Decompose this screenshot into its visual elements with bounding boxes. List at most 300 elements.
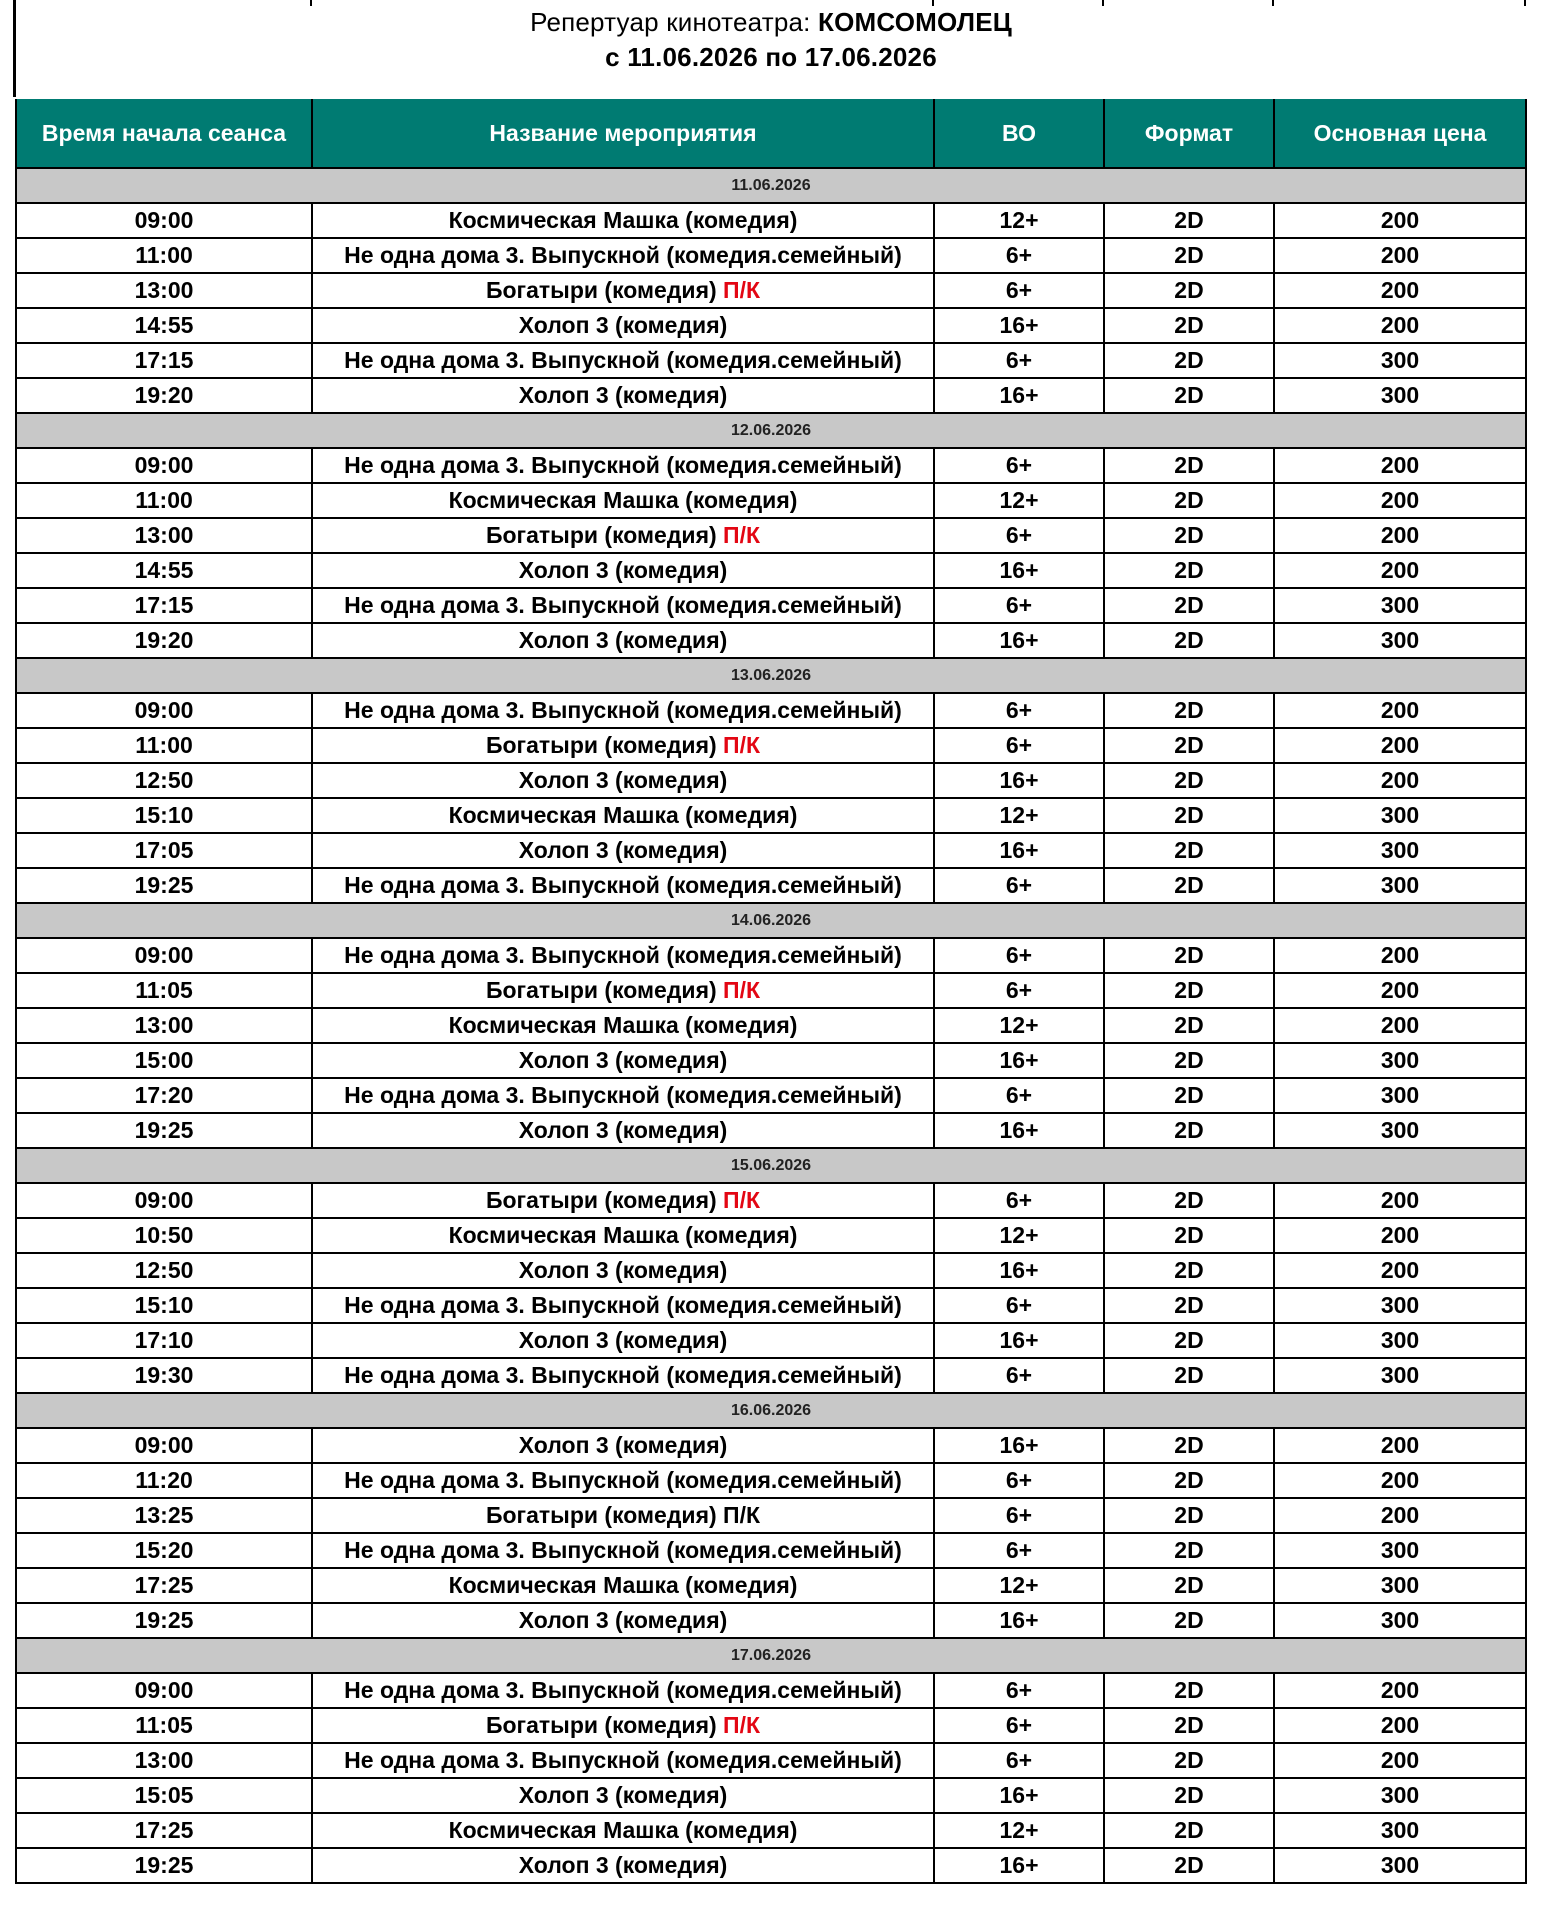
session-price: 200 xyxy=(1274,308,1526,343)
session-format: 2D xyxy=(1104,868,1274,903)
header-time: Время начала сеанса xyxy=(16,99,312,168)
session-title-cell xyxy=(312,1533,934,1568)
pushkin-card-marker: П/К xyxy=(723,522,761,548)
age-rating: 6+ xyxy=(934,1533,1104,1568)
header-row xyxy=(16,99,1526,168)
session-price: 200 xyxy=(1274,273,1526,308)
session-title-cell xyxy=(312,1008,934,1043)
session-format: 2D xyxy=(1104,553,1274,588)
session-title-cell xyxy=(312,518,934,553)
session-price: 200 xyxy=(1274,483,1526,518)
table-row xyxy=(16,1358,1526,1393)
session-format: 2D xyxy=(1104,1708,1274,1743)
session-price: 200 xyxy=(1274,763,1526,798)
session-format: 2D xyxy=(1104,448,1274,483)
session-title-cell xyxy=(312,1288,934,1323)
session-format: 2D xyxy=(1104,203,1274,238)
session-format: 2D xyxy=(1104,1253,1274,1288)
session-title-cell xyxy=(312,1043,934,1078)
header-format: Формат xyxy=(1104,99,1274,168)
session-title-cell xyxy=(312,238,934,273)
session-title-cell xyxy=(312,938,934,973)
session-format: 2D xyxy=(1104,1533,1274,1568)
session-format: 2D xyxy=(1104,973,1274,1008)
age-rating: 6+ xyxy=(934,1708,1104,1743)
age-rating: 12+ xyxy=(934,483,1104,518)
session-format: 2D xyxy=(1104,1358,1274,1393)
session-price: 300 xyxy=(1274,1568,1526,1603)
session-title-cell xyxy=(312,833,934,868)
session-title-cell xyxy=(312,1813,934,1848)
age-rating: 6+ xyxy=(934,448,1104,483)
session-title-cell xyxy=(312,1743,934,1778)
table-row xyxy=(16,1603,1526,1638)
session-title: Холоп 3 (комедия) xyxy=(518,312,728,338)
table-row xyxy=(16,1848,1526,1883)
age-rating: 6+ xyxy=(934,1078,1104,1113)
session-price: 200 xyxy=(1274,973,1526,1008)
session-title-cell xyxy=(312,1113,934,1148)
session-title-cell xyxy=(312,1568,934,1603)
session-title: Не одна дома 3. Выпускной (комедия.семейный) xyxy=(344,242,902,268)
session-title: Холоп 3 (комедия) xyxy=(518,1852,728,1878)
age-rating: 6+ xyxy=(934,693,1104,728)
session-price: 300 xyxy=(1274,588,1526,623)
table-row xyxy=(16,238,1526,273)
session-time: 19:25 xyxy=(16,1113,312,1148)
session-title: Богатыри (комедия) xyxy=(485,977,717,1003)
age-rating: 12+ xyxy=(934,1008,1104,1043)
table-row xyxy=(16,1078,1526,1113)
session-title: Холоп 3 (комедия) xyxy=(518,837,728,863)
age-rating: 12+ xyxy=(934,798,1104,833)
age-rating: 16+ xyxy=(934,623,1104,658)
session-title: Космическая Машка (комедия) xyxy=(448,207,798,233)
session-title: Богатыри (комедия) xyxy=(485,1187,717,1213)
session-title: Не одна дома 3. Выпускной (комедия.семейный) xyxy=(344,592,902,618)
pushkin-card-marker: П/К xyxy=(723,1187,761,1213)
session-title: Холоп 3 (комедия) xyxy=(518,382,728,408)
session-time: 17:20 xyxy=(16,1078,312,1113)
date-separator-row xyxy=(16,1638,1526,1673)
session-title: Космическая Машка (комедия) xyxy=(448,1012,798,1038)
session-title-cell xyxy=(312,1078,934,1113)
age-rating: 6+ xyxy=(934,1288,1104,1323)
session-format: 2D xyxy=(1104,483,1274,518)
table-row xyxy=(16,1113,1526,1148)
age-rating: 16+ xyxy=(934,1428,1104,1463)
pushkin-card-marker: П/К xyxy=(723,732,761,758)
session-title: Космическая Машка (комедия) xyxy=(448,1572,798,1598)
table-row xyxy=(16,623,1526,658)
schedule-body xyxy=(16,168,1526,1883)
session-title-cell xyxy=(312,1428,934,1463)
session-price: 300 xyxy=(1274,868,1526,903)
session-time: 17:05 xyxy=(16,833,312,868)
session-format: 2D xyxy=(1104,238,1274,273)
table-row xyxy=(16,693,1526,728)
date-label: 13.06.2026 xyxy=(16,658,1526,693)
table-row xyxy=(16,1043,1526,1078)
age-rating: 6+ xyxy=(934,518,1104,553)
session-time: 14:55 xyxy=(16,553,312,588)
session-price: 200 xyxy=(1274,448,1526,483)
session-title: Холоп 3 (комедия) xyxy=(518,1327,728,1353)
session-title: Не одна дома 3. Выпускной (комедия.семейный) xyxy=(344,452,902,478)
session-format: 2D xyxy=(1104,1078,1274,1113)
session-time: 15:05 xyxy=(16,1778,312,1813)
session-price: 300 xyxy=(1274,1813,1526,1848)
session-title-cell xyxy=(312,378,934,413)
session-price: 300 xyxy=(1274,1603,1526,1638)
session-title: Не одна дома 3. Выпускной (комедия.семейный) xyxy=(344,1082,902,1108)
session-time: 19:30 xyxy=(16,1358,312,1393)
age-rating: 6+ xyxy=(934,938,1104,973)
session-title: Богатыри (комедия) xyxy=(485,1502,717,1528)
session-title-cell xyxy=(312,448,934,483)
session-time: 09:00 xyxy=(16,938,312,973)
table-row xyxy=(16,1288,1526,1323)
age-rating: 12+ xyxy=(934,1218,1104,1253)
session-price: 300 xyxy=(1274,1358,1526,1393)
table-row xyxy=(16,343,1526,378)
session-format: 2D xyxy=(1104,1778,1274,1813)
session-format: 2D xyxy=(1104,728,1274,763)
session-title: Холоп 3 (комедия) xyxy=(518,1117,728,1143)
table-row xyxy=(16,798,1526,833)
session-format: 2D xyxy=(1104,1498,1274,1533)
table-row xyxy=(16,378,1526,413)
session-time: 17:10 xyxy=(16,1323,312,1358)
session-title-cell xyxy=(312,553,934,588)
session-title-cell xyxy=(312,1358,934,1393)
session-title: Холоп 3 (комедия) xyxy=(518,1257,728,1283)
table-row xyxy=(16,273,1526,308)
age-rating: 16+ xyxy=(934,308,1104,343)
session-title: Богатыри (комедия) xyxy=(485,1712,717,1738)
session-time: 15:10 xyxy=(16,798,312,833)
age-rating: 6+ xyxy=(934,343,1104,378)
session-time: 19:25 xyxy=(16,868,312,903)
session-time: 09:00 xyxy=(16,203,312,238)
session-price: 300 xyxy=(1274,343,1526,378)
table-row xyxy=(16,1218,1526,1253)
date-separator-row xyxy=(16,413,1526,448)
session-title: Богатыри (комедия) xyxy=(485,277,717,303)
pushkin-card-marker: П/К xyxy=(723,1712,761,1738)
session-title-cell xyxy=(312,1708,934,1743)
session-format: 2D xyxy=(1104,1288,1274,1323)
session-format: 2D xyxy=(1104,1743,1274,1778)
date-label: 11.06.2026 xyxy=(16,168,1526,203)
age-rating: 6+ xyxy=(934,1358,1104,1393)
date-separator-row xyxy=(16,903,1526,938)
date-label: 17.06.2026 xyxy=(16,1638,1526,1673)
age-rating: 6+ xyxy=(934,1183,1104,1218)
session-time: 12:50 xyxy=(16,763,312,798)
age-rating: 6+ xyxy=(934,588,1104,623)
session-time: 17:25 xyxy=(16,1813,312,1848)
session-title: Холоп 3 (комедия) xyxy=(518,1047,728,1073)
age-rating: 16+ xyxy=(934,1113,1104,1148)
session-title-cell xyxy=(312,763,934,798)
session-price: 200 xyxy=(1274,238,1526,273)
table-row xyxy=(16,938,1526,973)
session-time: 19:25 xyxy=(16,1848,312,1883)
table-row xyxy=(16,1428,1526,1463)
session-time: 12:50 xyxy=(16,1253,312,1288)
session-time: 11:05 xyxy=(16,973,312,1008)
session-format: 2D xyxy=(1104,1813,1274,1848)
age-rating: 16+ xyxy=(934,1323,1104,1358)
session-time: 11:20 xyxy=(16,1463,312,1498)
date-separator-row xyxy=(16,1148,1526,1183)
session-format: 2D xyxy=(1104,1463,1274,1498)
session-title-cell xyxy=(312,1498,934,1533)
session-price: 300 xyxy=(1274,623,1526,658)
session-format: 2D xyxy=(1104,1218,1274,1253)
session-format: 2D xyxy=(1104,1603,1274,1638)
table-row xyxy=(16,1498,1526,1533)
age-rating: 16+ xyxy=(934,1253,1104,1288)
table-row xyxy=(16,1778,1526,1813)
session-time: 09:00 xyxy=(16,1673,312,1708)
session-time: 09:00 xyxy=(16,693,312,728)
session-title-cell xyxy=(312,1323,934,1358)
session-format: 2D xyxy=(1104,343,1274,378)
date-label: 15.06.2026 xyxy=(16,1148,1526,1183)
date-label: 16.06.2026 xyxy=(16,1393,1526,1428)
date-separator-row xyxy=(16,658,1526,693)
session-title-cell xyxy=(312,203,934,238)
session-time: 15:00 xyxy=(16,1043,312,1078)
page-title xyxy=(16,7,1526,38)
session-format: 2D xyxy=(1104,763,1274,798)
table-row xyxy=(16,1533,1526,1568)
session-title: Богатыри (комедия) xyxy=(485,732,717,758)
session-title-cell xyxy=(312,798,934,833)
session-title: Не одна дома 3. Выпускной (комедия.семейный) xyxy=(344,1677,902,1703)
session-format: 2D xyxy=(1104,518,1274,553)
session-format: 2D xyxy=(1104,833,1274,868)
session-format: 2D xyxy=(1104,1008,1274,1043)
session-price: 200 xyxy=(1274,1463,1526,1498)
session-price: 300 xyxy=(1274,1778,1526,1813)
date-range: с 11.06.2026 по 17.06.2026 xyxy=(605,42,937,72)
table-row xyxy=(16,763,1526,798)
session-format: 2D xyxy=(1104,693,1274,728)
age-rating: 6+ xyxy=(934,1463,1104,1498)
session-price: 200 xyxy=(1274,693,1526,728)
table-row xyxy=(16,1743,1526,1778)
age-rating: 6+ xyxy=(934,973,1104,1008)
schedule-table xyxy=(15,99,1527,1884)
session-time: 15:10 xyxy=(16,1288,312,1323)
header-price: Основная цена xyxy=(1274,99,1526,168)
session-price: 200 xyxy=(1274,1428,1526,1463)
session-title-cell xyxy=(312,868,934,903)
session-format: 2D xyxy=(1104,588,1274,623)
session-price: 200 xyxy=(1274,1183,1526,1218)
age-rating: 12+ xyxy=(934,203,1104,238)
session-time: 19:25 xyxy=(16,1603,312,1638)
date-separator-row xyxy=(16,1393,1526,1428)
session-price: 300 xyxy=(1274,1078,1526,1113)
session-format: 2D xyxy=(1104,1183,1274,1218)
session-time: 09:00 xyxy=(16,1183,312,1218)
session-price: 300 xyxy=(1274,1288,1526,1323)
session-price: 200 xyxy=(1274,1218,1526,1253)
title-prefix: Репертуар кинотеатра: xyxy=(530,7,811,37)
session-price: 300 xyxy=(1274,1848,1526,1883)
session-title-cell xyxy=(312,1848,934,1883)
session-title: Холоп 3 (комедия) xyxy=(518,627,728,653)
session-time: 19:20 xyxy=(16,378,312,413)
table-row xyxy=(16,203,1526,238)
session-price: 300 xyxy=(1274,378,1526,413)
age-rating: 16+ xyxy=(934,378,1104,413)
title-block xyxy=(13,0,1526,97)
session-title-cell xyxy=(312,588,934,623)
date-label: 12.06.2026 xyxy=(16,413,1526,448)
table-row xyxy=(16,1813,1526,1848)
header-age-rating: ВО xyxy=(934,99,1104,168)
session-time: 13:00 xyxy=(16,273,312,308)
session-title-cell xyxy=(312,483,934,518)
session-time: 10:50 xyxy=(16,1218,312,1253)
session-time: 11:00 xyxy=(16,728,312,763)
session-title-cell xyxy=(312,1778,934,1813)
session-format: 2D xyxy=(1104,378,1274,413)
session-title-cell xyxy=(312,1463,934,1498)
session-title-cell xyxy=(312,273,934,308)
table-row xyxy=(16,833,1526,868)
table-row xyxy=(16,973,1526,1008)
table-row xyxy=(16,588,1526,623)
session-time: 14:55 xyxy=(16,308,312,343)
session-price: 200 xyxy=(1274,553,1526,588)
session-title: Космическая Машка (комедия) xyxy=(448,802,798,828)
session-format: 2D xyxy=(1104,623,1274,658)
session-title-cell xyxy=(312,973,934,1008)
session-title: Холоп 3 (комедия) xyxy=(518,1782,728,1808)
session-title: Космическая Машка (комедия) xyxy=(448,1222,798,1248)
session-time: 11:05 xyxy=(16,1708,312,1743)
age-rating: 16+ xyxy=(934,1043,1104,1078)
session-title: Холоп 3 (комедия) xyxy=(518,767,728,793)
session-title: Богатыри (комедия) xyxy=(485,522,717,548)
table-row xyxy=(16,518,1526,553)
session-format: 2D xyxy=(1104,308,1274,343)
session-title: Не одна дома 3. Выпускной (комедия.семейный) xyxy=(344,872,902,898)
session-title-cell xyxy=(312,343,934,378)
table-row xyxy=(16,1673,1526,1708)
session-time: 11:00 xyxy=(16,238,312,273)
age-rating: 6+ xyxy=(934,868,1104,903)
session-price: 200 xyxy=(1274,1253,1526,1288)
session-time: 13:25 xyxy=(16,1498,312,1533)
session-time: 17:25 xyxy=(16,1568,312,1603)
age-rating: 6+ xyxy=(934,1673,1104,1708)
age-rating: 12+ xyxy=(934,1813,1104,1848)
session-title: Не одна дома 3. Выпускной (комедия.семейный) xyxy=(344,697,902,723)
session-price: 200 xyxy=(1274,938,1526,973)
age-rating: 6+ xyxy=(934,1498,1104,1533)
session-price: 200 xyxy=(1274,1008,1526,1043)
session-price: 200 xyxy=(1274,203,1526,238)
session-title: Не одна дома 3. Выпускной (комедия.семейный) xyxy=(344,1537,902,1563)
session-title: Холоп 3 (комедия) xyxy=(518,1432,728,1458)
session-price: 200 xyxy=(1274,728,1526,763)
session-format: 2D xyxy=(1104,1113,1274,1148)
session-price: 200 xyxy=(1274,1498,1526,1533)
session-price: 300 xyxy=(1274,1043,1526,1078)
session-format: 2D xyxy=(1104,1673,1274,1708)
session-price: 200 xyxy=(1274,1673,1526,1708)
session-title-cell xyxy=(312,1218,934,1253)
session-time: 13:00 xyxy=(16,1743,312,1778)
age-rating: 12+ xyxy=(934,1568,1104,1603)
session-time: 17:15 xyxy=(16,343,312,378)
session-title: Не одна дома 3. Выпускной (комедия.семейный) xyxy=(344,347,902,373)
session-price: 300 xyxy=(1274,1533,1526,1568)
session-title: Космическая Машка (комедия) xyxy=(448,487,798,513)
table-row xyxy=(16,448,1526,483)
session-title-cell xyxy=(312,1183,934,1218)
session-price: 300 xyxy=(1274,798,1526,833)
session-time: 13:00 xyxy=(16,518,312,553)
table-row xyxy=(16,553,1526,588)
table-row xyxy=(16,1183,1526,1218)
table-row xyxy=(16,868,1526,903)
table-row xyxy=(16,1568,1526,1603)
pushkin-card-marker: П/К xyxy=(723,277,761,303)
header-title: Название мероприятия xyxy=(312,99,934,168)
age-rating: 16+ xyxy=(934,1848,1104,1883)
session-format: 2D xyxy=(1104,798,1274,833)
table-row xyxy=(16,728,1526,763)
session-time: 09:00 xyxy=(16,448,312,483)
session-title-cell xyxy=(312,623,934,658)
table-row xyxy=(16,1463,1526,1498)
age-rating: 16+ xyxy=(934,553,1104,588)
table-row xyxy=(16,1253,1526,1288)
cinema-name: КОМСОМОЛЕЦ xyxy=(818,7,1012,37)
session-format: 2D xyxy=(1104,273,1274,308)
session-title: Не одна дома 3. Выпускной (комедия.семейный) xyxy=(344,1747,902,1773)
session-price: 200 xyxy=(1274,518,1526,553)
table-row xyxy=(16,1708,1526,1743)
session-time: 19:20 xyxy=(16,623,312,658)
table-row xyxy=(16,1008,1526,1043)
session-format: 2D xyxy=(1104,1323,1274,1358)
session-price: 300 xyxy=(1274,1323,1526,1358)
session-price: 200 xyxy=(1274,1743,1526,1778)
session-time: 13:00 xyxy=(16,1008,312,1043)
session-time: 15:20 xyxy=(16,1533,312,1568)
table-row xyxy=(16,308,1526,343)
session-title-cell xyxy=(312,1603,934,1638)
session-title: Не одна дома 3. Выпускной (комедия.семейный) xyxy=(344,942,902,968)
session-title: Не одна дома 3. Выпускной (комедия.семейный) xyxy=(344,1362,902,1388)
table-row xyxy=(16,483,1526,518)
age-rating: 6+ xyxy=(934,273,1104,308)
age-rating: 16+ xyxy=(934,1778,1104,1813)
session-time: 09:00 xyxy=(16,1428,312,1463)
pushkin-card-marker: П/К xyxy=(723,1502,761,1528)
date-label: 14.06.2026 xyxy=(16,903,1526,938)
table-row xyxy=(16,1323,1526,1358)
